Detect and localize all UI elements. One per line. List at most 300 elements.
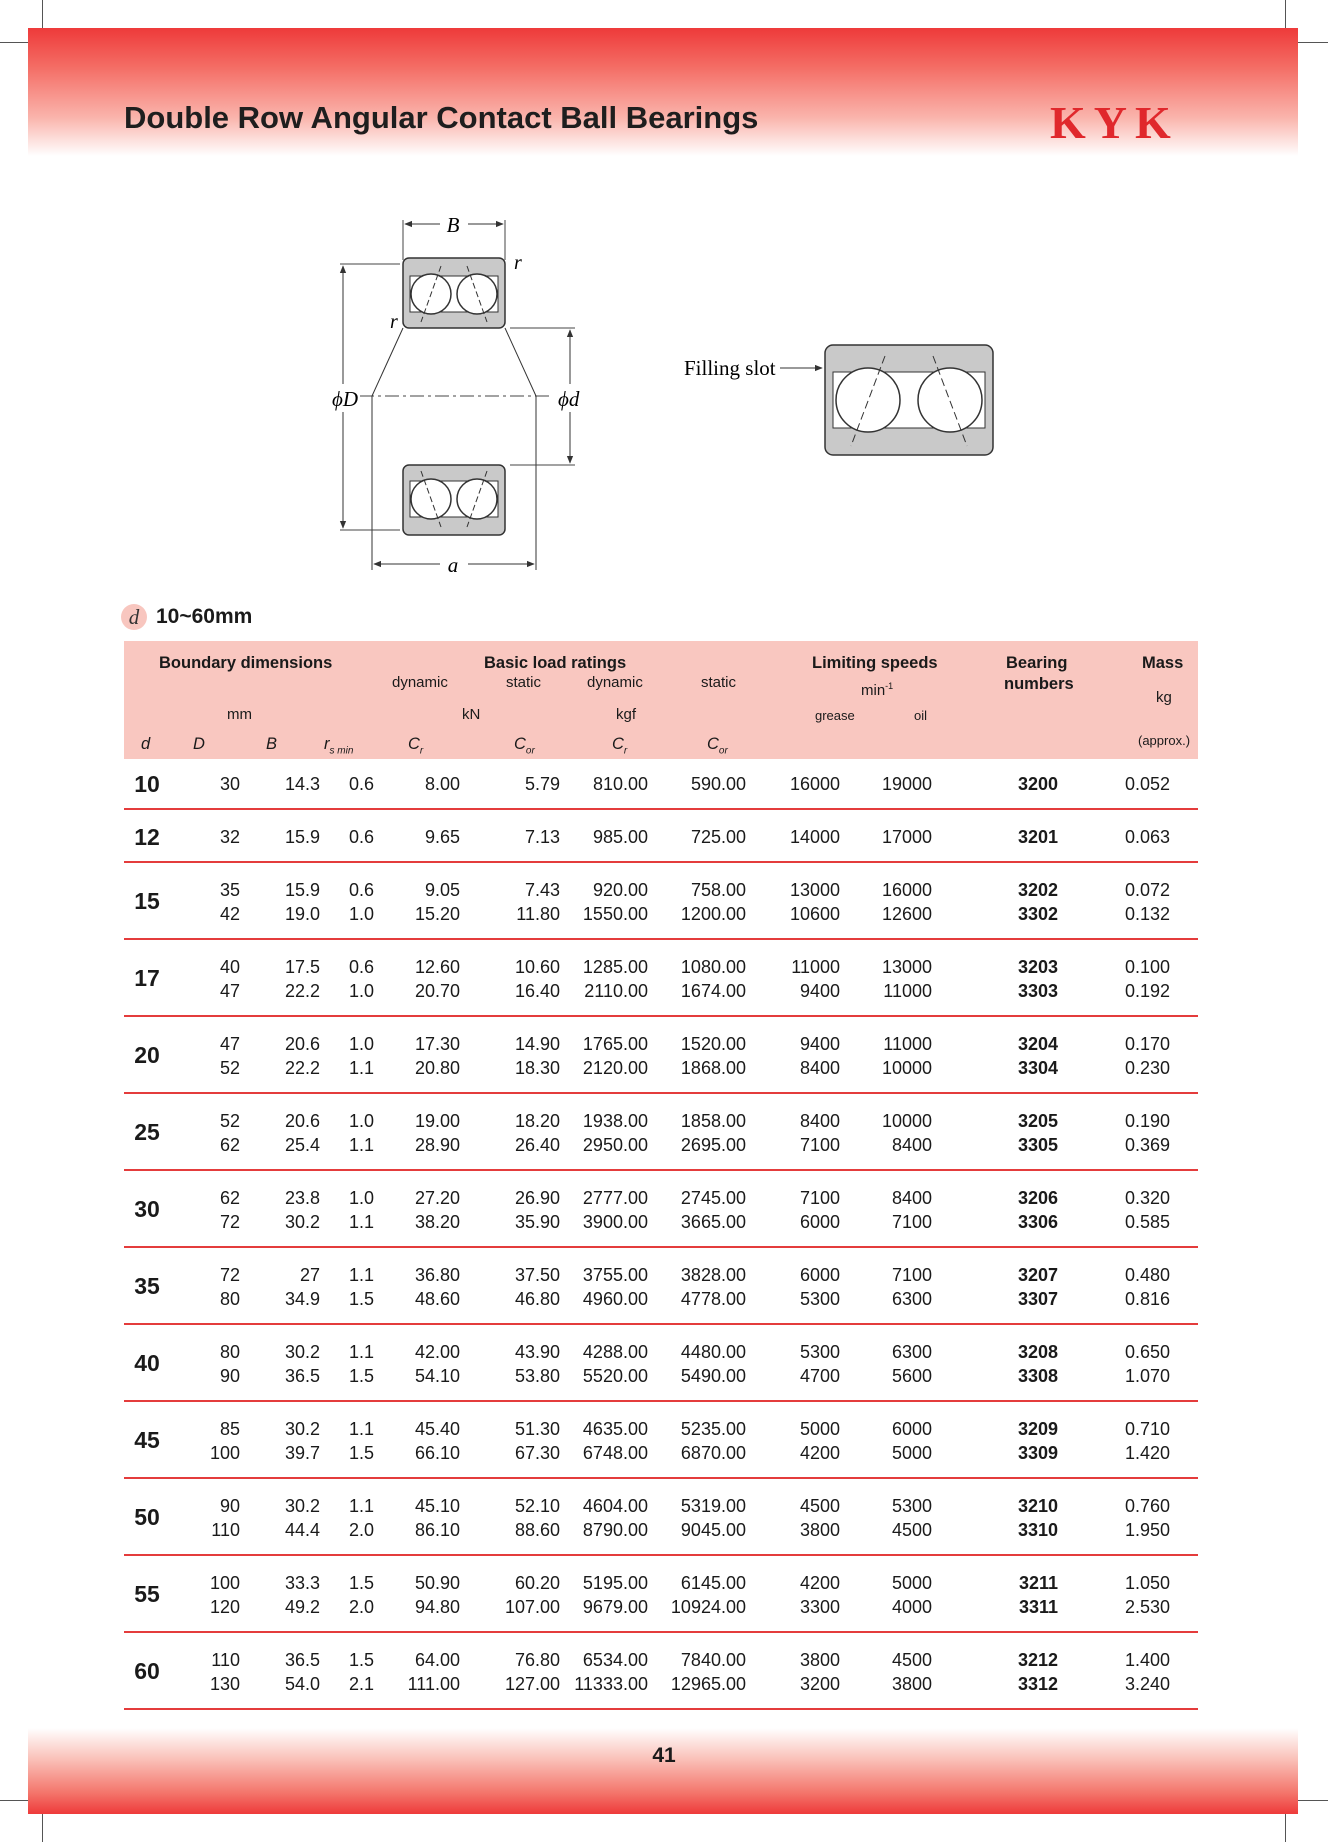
cell-cr-kn: 28.90 xyxy=(414,1135,460,1155)
cell-cor-kgf: 12965.00 xyxy=(670,1674,746,1694)
cell-r: 1.1 xyxy=(348,1135,374,1155)
cell-B: 30.2 xyxy=(284,1496,320,1516)
dim-B-label: B xyxy=(446,213,460,237)
cell-cor-kgf: 590.00 xyxy=(690,774,746,794)
min-unit-text: min xyxy=(861,682,886,699)
bore-diameter: 25 xyxy=(134,1119,160,1145)
cell-bearing-number: 3202 xyxy=(1017,880,1058,900)
table-row xyxy=(124,1188,1198,1212)
bore-diameter: 17 xyxy=(134,965,160,991)
cell-r: 0.6 xyxy=(348,957,374,977)
cell-D: 72 xyxy=(219,1265,240,1285)
bore-diameter: 40 xyxy=(134,1350,160,1376)
cell-cor-kn: 51.30 xyxy=(514,1419,560,1439)
cell-B: 27 xyxy=(299,1265,320,1285)
cell-cor-kn: 26.40 xyxy=(514,1135,560,1155)
table-row xyxy=(124,981,1198,1005)
table-row-group xyxy=(124,1556,1198,1633)
cell-mass: 0.190 xyxy=(1124,1111,1170,1131)
cell-cor-kn: 43.90 xyxy=(514,1342,560,1362)
min-unit-exponent: -1 xyxy=(885,681,894,691)
cell-grease: 8400 xyxy=(799,1111,840,1131)
cell-mass: 1.050 xyxy=(1124,1573,1170,1593)
cell-cor-kgf: 2745.00 xyxy=(680,1188,746,1208)
cell-mass: 0.760 xyxy=(1124,1496,1170,1516)
header-dynamic-kn: dynamic xyxy=(392,674,448,691)
cell-cr-kn: 27.20 xyxy=(414,1188,460,1208)
col-cor-kn-sub: or xyxy=(525,745,535,757)
header-unit-kn: kN xyxy=(462,706,481,723)
cell-D: 62 xyxy=(219,1188,240,1208)
cell-cr-kgf: 3755.00 xyxy=(582,1265,648,1285)
cell-oil: 6300 xyxy=(891,1289,932,1309)
cell-cor-kn: 88.60 xyxy=(514,1520,560,1540)
cell-cor-kn: 18.20 xyxy=(514,1111,560,1131)
cell-oil: 16000 xyxy=(881,880,932,900)
table-row xyxy=(124,957,1198,981)
cell-cr-kn: 64.00 xyxy=(414,1650,460,1670)
cell-oil: 6300 xyxy=(891,1342,932,1362)
cell-r: 2.0 xyxy=(348,1520,374,1540)
cell-B: 54.0 xyxy=(284,1674,320,1694)
cell-cor-kn: 11.80 xyxy=(516,904,560,924)
cell-r: 1.1 xyxy=(348,1212,374,1232)
cell-grease: 5300 xyxy=(799,1342,840,1362)
table-row xyxy=(124,1034,1198,1058)
cell-cr-kn: 66.10 xyxy=(414,1443,460,1463)
cell-bearing-number: 3312 xyxy=(1017,1674,1058,1694)
cell-B: 30.2 xyxy=(284,1212,320,1232)
cell-cr-kgf: 4288.00 xyxy=(582,1342,648,1362)
cell-grease: 4500 xyxy=(799,1496,840,1516)
cell-cor-kgf: 2695.00 xyxy=(680,1135,746,1155)
cell-D: 110 xyxy=(211,1520,240,1540)
cell-D: 47 xyxy=(219,1034,240,1054)
cell-cr-kgf: 2110.00 xyxy=(584,981,648,1001)
cell-B: 15.9 xyxy=(284,880,320,900)
cell-cr-kgf: 6748.00 xyxy=(582,1443,648,1463)
filling-slot-label: Filling slot xyxy=(684,356,776,380)
crop-mark xyxy=(1298,42,1328,43)
cell-cor-kn: 35.90 xyxy=(514,1212,560,1232)
cell-mass: 1.420 xyxy=(1124,1443,1170,1463)
bore-diameter: 30 xyxy=(134,1196,160,1222)
table-row-group xyxy=(124,1479,1198,1556)
cell-oil: 17000 xyxy=(881,827,932,847)
cell-B: 39.7 xyxy=(284,1443,320,1463)
cell-B: 20.6 xyxy=(284,1034,320,1054)
cell-grease: 5000 xyxy=(799,1419,840,1439)
cell-oil: 5600 xyxy=(891,1366,932,1386)
brand-logo: KYK xyxy=(1050,97,1179,148)
cell-B: 36.5 xyxy=(284,1650,320,1670)
bore-diameter: 20 xyxy=(134,1042,160,1068)
cell-mass: 1.400 xyxy=(1124,1650,1170,1670)
col-cr-kn-sub: r xyxy=(419,745,424,757)
cell-B: 20.6 xyxy=(284,1111,320,1131)
cell-r: 0.6 xyxy=(348,827,374,847)
cell-mass: 0.650 xyxy=(1124,1342,1170,1362)
header-boundary-unit: mm xyxy=(227,706,252,723)
table-header xyxy=(124,641,1198,759)
bearing-diagram xyxy=(300,200,1020,580)
cell-D: 40 xyxy=(219,957,240,977)
cell-cor-kn: 107.00 xyxy=(504,1597,560,1617)
cell-oil: 4000 xyxy=(891,1597,932,1617)
bore-diameter: 10 xyxy=(134,771,160,797)
cell-cr-kn: 36.80 xyxy=(414,1265,460,1285)
header-col-d: d xyxy=(141,735,151,753)
cell-oil: 11000 xyxy=(883,1034,932,1054)
header-static-kn: static xyxy=(506,674,542,691)
range-symbol: d xyxy=(121,604,147,630)
cell-D: 52 xyxy=(219,1111,240,1131)
cell-oil: 3800 xyxy=(891,1674,932,1694)
col-cor-kgf-text: C xyxy=(707,735,719,753)
table-row xyxy=(124,1573,1198,1597)
table-row xyxy=(124,904,1198,928)
table-row xyxy=(124,1496,1198,1520)
table-row xyxy=(124,1289,1198,1313)
cell-bearing-number: 3308 xyxy=(1017,1366,1058,1386)
cell-cr-kn: 9.65 xyxy=(424,827,460,847)
cell-r: 0.6 xyxy=(348,774,374,794)
cell-cr-kn: 42.00 xyxy=(414,1342,460,1362)
crop-mark xyxy=(0,42,30,43)
cell-D: 130 xyxy=(209,1674,240,1694)
cell-cor-kgf: 1200.00 xyxy=(680,904,746,924)
range-text: 10~60mm xyxy=(156,605,253,628)
cell-oil: 13000 xyxy=(881,957,932,977)
cell-grease: 11000 xyxy=(791,957,840,977)
cell-mass: 0.072 xyxy=(1124,880,1170,900)
cell-cor-kgf: 758.00 xyxy=(690,880,746,900)
table-row-group xyxy=(124,1171,1198,1248)
cell-mass: 0.100 xyxy=(1124,957,1170,977)
cell-cor-kgf: 6870.00 xyxy=(680,1443,746,1463)
cell-cor-kgf: 4480.00 xyxy=(680,1342,746,1362)
cell-cr-kgf: 5195.00 xyxy=(582,1573,648,1593)
cell-grease: 3200 xyxy=(799,1674,840,1694)
table-row xyxy=(124,1111,1198,1135)
cell-B: 17.5 xyxy=(284,957,320,977)
cell-B: 33.3 xyxy=(284,1573,320,1593)
cell-D: 72 xyxy=(219,1212,240,1232)
cell-r: 1.5 xyxy=(348,1366,374,1386)
cell-oil: 8400 xyxy=(891,1188,932,1208)
col-cr-kn-text: C xyxy=(408,735,420,753)
table-row-group xyxy=(124,1633,1198,1710)
col-r-text: r xyxy=(324,735,330,753)
table-row xyxy=(124,1265,1198,1289)
cell-cr-kn: 17.30 xyxy=(414,1034,460,1054)
cell-D: 35 xyxy=(219,880,240,900)
cell-cor-kgf: 3665.00 xyxy=(680,1212,746,1232)
cell-mass: 0.816 xyxy=(1124,1289,1170,1309)
cell-cr-kn: 45.10 xyxy=(414,1496,460,1516)
header-basic-load: Basic load ratings xyxy=(484,654,627,672)
table-row xyxy=(124,1650,1198,1674)
cell-cr-kn: 38.20 xyxy=(414,1212,460,1232)
col-r-sub: s min xyxy=(329,745,354,757)
crop-mark xyxy=(1298,1800,1328,1801)
table-row-group xyxy=(124,1248,1198,1325)
cell-cor-kgf: 5490.00 xyxy=(680,1366,746,1386)
cell-bearing-number: 3305 xyxy=(1017,1135,1058,1155)
header-boundary: Boundary dimensions xyxy=(159,654,333,672)
cell-grease: 3800 xyxy=(799,1650,840,1670)
cell-D: 100 xyxy=(209,1573,240,1593)
cell-mass: 0.320 xyxy=(1124,1188,1170,1208)
cell-cor-kgf: 3828.00 xyxy=(680,1265,746,1285)
cell-D: 110 xyxy=(211,1650,240,1670)
cell-r: 1.5 xyxy=(348,1443,374,1463)
cell-grease: 7100 xyxy=(799,1135,840,1155)
cell-r: 1.1 xyxy=(348,1265,374,1285)
cell-cr-kn: 94.80 xyxy=(414,1597,460,1617)
header-unit-kgf: kgf xyxy=(616,706,637,723)
cell-grease: 3800 xyxy=(799,1520,840,1540)
cell-cor-kgf: 7840.00 xyxy=(680,1650,746,1670)
cell-mass: 0.710 xyxy=(1124,1419,1170,1439)
bore-range xyxy=(121,604,252,630)
cell-oil: 4500 xyxy=(891,1650,932,1670)
cell-grease: 6000 xyxy=(799,1212,840,1232)
table-row xyxy=(124,1443,1198,1467)
cell-cor-kn: 37.50 xyxy=(514,1265,560,1285)
cell-mass: 2.530 xyxy=(1124,1597,1170,1617)
cell-B: 49.2 xyxy=(284,1597,320,1617)
cell-B: 15.9 xyxy=(284,827,320,847)
cell-r: 1.5 xyxy=(348,1573,374,1593)
table-row-group xyxy=(124,1017,1198,1094)
cell-r: 1.0 xyxy=(348,981,374,1001)
cell-grease: 10600 xyxy=(789,904,840,924)
cell-B: 34.9 xyxy=(284,1289,320,1309)
cell-cor-kn: 53.80 xyxy=(514,1366,560,1386)
header-col-cor-kn xyxy=(514,735,535,756)
cell-cor-kn: 60.20 xyxy=(514,1573,560,1593)
cell-cr-kn: 8.00 xyxy=(424,774,460,794)
cell-grease: 14000 xyxy=(789,827,840,847)
cell-cr-kgf: 4960.00 xyxy=(582,1289,648,1309)
cell-r: 1.5 xyxy=(348,1650,374,1670)
cell-D: 47 xyxy=(219,981,240,1001)
table-row xyxy=(124,1419,1198,1443)
cell-D: 80 xyxy=(219,1289,240,1309)
cell-mass: 0.369 xyxy=(1124,1135,1170,1155)
header-grease: grease xyxy=(815,708,855,723)
cell-mass: 0.132 xyxy=(1124,904,1170,924)
footer-band xyxy=(28,1728,1298,1814)
cell-cor-kn: 5.79 xyxy=(524,774,560,794)
header-numbers: numbers xyxy=(1004,675,1074,693)
cell-oil: 10000 xyxy=(881,1111,932,1131)
cell-D: 90 xyxy=(219,1496,240,1516)
cell-oil: 8400 xyxy=(891,1135,932,1155)
cell-oil: 4500 xyxy=(891,1520,932,1540)
cell-cr-kn: 48.60 xyxy=(414,1289,460,1309)
header-dynamic-kgf: dynamic xyxy=(587,674,643,691)
cell-mass: 0.585 xyxy=(1124,1212,1170,1232)
cell-D: 80 xyxy=(219,1342,240,1362)
table-row-group xyxy=(124,863,1198,940)
cell-oil: 12600 xyxy=(881,904,932,924)
cell-D: 42 xyxy=(219,904,240,924)
cell-r: 1.0 xyxy=(348,1111,374,1131)
cell-D: 85 xyxy=(219,1419,240,1439)
cell-r: 1.1 xyxy=(348,1342,374,1362)
cell-bearing-number: 3303 xyxy=(1017,981,1058,1001)
cell-r: 1.0 xyxy=(348,1188,374,1208)
cell-cr-kgf: 810.00 xyxy=(592,774,648,794)
table-row xyxy=(124,1366,1198,1390)
cell-B: 44.4 xyxy=(284,1520,320,1540)
cell-cor-kn: 76.80 xyxy=(514,1650,560,1670)
cell-r: 2.0 xyxy=(348,1597,374,1617)
col-cr-kgf-text: C xyxy=(612,735,624,753)
cell-cr-kgf: 985.00 xyxy=(592,827,648,847)
cell-mass: 3.240 xyxy=(1124,1674,1170,1694)
cell-r: 1.5 xyxy=(348,1289,374,1309)
cell-bearing-number: 3210 xyxy=(1017,1496,1058,1516)
cell-grease: 13000 xyxy=(789,880,840,900)
cell-bearing-number: 3207 xyxy=(1017,1265,1058,1285)
cell-D: 52 xyxy=(219,1058,240,1078)
cell-cor-kgf: 5235.00 xyxy=(680,1419,746,1439)
cell-cr-kgf: 1765.00 xyxy=(582,1034,648,1054)
crop-mark xyxy=(1285,1812,1286,1842)
table-row xyxy=(124,1058,1198,1082)
cell-cor-kgf: 9045.00 xyxy=(680,1520,746,1540)
cell-cr-kgf: 1285.00 xyxy=(582,957,648,977)
cell-cor-kn: 52.10 xyxy=(514,1496,560,1516)
dim-D-label: ϕD xyxy=(332,387,359,411)
cell-mass: 1.070 xyxy=(1124,1366,1170,1386)
table-row-group xyxy=(124,1325,1198,1402)
cell-cr-kgf: 920.00 xyxy=(592,880,648,900)
col-cor-kgf-sub: or xyxy=(718,745,728,757)
cell-grease: 8400 xyxy=(799,1058,840,1078)
cell-oil: 10000 xyxy=(881,1058,932,1078)
cell-cor-kn: 127.00 xyxy=(504,1674,560,1694)
bore-diameter: 55 xyxy=(134,1581,160,1607)
dim-r-top-label: r xyxy=(514,252,522,274)
cell-cor-kgf: 4778.00 xyxy=(680,1289,746,1309)
col-cr-kgf-sub: r xyxy=(623,745,628,757)
cell-bearing-number: 3302 xyxy=(1017,904,1058,924)
cell-cor-kn: 7.43 xyxy=(524,880,560,900)
cell-r: 1.1 xyxy=(348,1496,374,1516)
cell-cor-kgf: 1868.00 xyxy=(680,1058,746,1078)
cell-B: 14.3 xyxy=(284,774,320,794)
cell-grease: 9400 xyxy=(799,1034,840,1054)
bore-diameter: 15 xyxy=(134,888,160,914)
cell-oil: 7100 xyxy=(891,1265,932,1285)
header-col-r xyxy=(324,735,353,756)
cell-cr-kn: 12.60 xyxy=(414,957,460,977)
page-title: Double Row Angular Contact Ball Bearings xyxy=(124,100,759,135)
cell-cor-kgf: 1674.00 xyxy=(680,981,746,1001)
header-limiting-speeds: Limiting speeds xyxy=(812,654,938,672)
cell-oil: 5300 xyxy=(891,1496,932,1516)
cell-cr-kn: 9.05 xyxy=(424,880,460,900)
cell-oil: 7100 xyxy=(891,1212,932,1232)
cell-cor-kn: 26.90 xyxy=(514,1188,560,1208)
cell-cr-kgf: 2777.00 xyxy=(582,1188,648,1208)
cell-cr-kn: 50.90 xyxy=(414,1573,460,1593)
cell-B: 36.5 xyxy=(284,1366,320,1386)
header-col-D: D xyxy=(193,735,205,753)
table-row xyxy=(124,1342,1198,1366)
cell-cr-kgf: 4635.00 xyxy=(582,1419,648,1439)
cell-cr-kn: 20.70 xyxy=(414,981,460,1001)
cell-r: 1.1 xyxy=(348,1419,374,1439)
cell-bearing-number: 3310 xyxy=(1017,1520,1058,1540)
dim-a-label: a xyxy=(447,553,459,577)
cell-cr-kn: 19.00 xyxy=(414,1111,460,1131)
cell-bearing-number: 3211 xyxy=(1018,1573,1058,1593)
cell-cor-kgf: 1080.00 xyxy=(680,957,746,977)
cell-bearing-number: 3206 xyxy=(1017,1188,1058,1208)
cell-cor-kn: 46.80 xyxy=(514,1289,560,1309)
header-col-B: B xyxy=(266,735,278,753)
cell-B: 22.2 xyxy=(284,1058,320,1078)
cell-bearing-number: 3209 xyxy=(1017,1419,1058,1439)
cell-mass: 0.192 xyxy=(1124,981,1170,1001)
bore-diameter: 60 xyxy=(134,1658,160,1684)
cell-cr-kn: 45.40 xyxy=(414,1419,460,1439)
cell-cor-kgf: 1858.00 xyxy=(680,1111,746,1131)
cell-cor-kn: 7.13 xyxy=(524,827,560,847)
cell-cor-kn: 16.40 xyxy=(514,981,560,1001)
cell-cr-kgf: 2950.00 xyxy=(582,1135,648,1155)
cell-D: 30 xyxy=(219,774,240,794)
bore-diameter: 35 xyxy=(134,1273,160,1299)
header-mass-unit: kg xyxy=(1156,689,1172,706)
page-number: 41 xyxy=(652,1744,676,1767)
cell-cor-kgf: 725.00 xyxy=(690,827,746,847)
cell-cor-kgf: 10924.00 xyxy=(670,1597,746,1617)
cell-cr-kgf: 11333.00 xyxy=(574,1674,648,1694)
cell-grease: 3300 xyxy=(799,1597,840,1617)
cell-cr-kn: 20.80 xyxy=(414,1058,460,1078)
cell-cor-kn: 14.90 xyxy=(514,1034,560,1054)
crop-mark xyxy=(1285,0,1286,30)
cell-cr-kgf: 8790.00 xyxy=(582,1520,648,1540)
cell-cr-kn: 54.10 xyxy=(414,1366,460,1386)
cell-grease: 5300 xyxy=(799,1289,840,1309)
crop-mark xyxy=(42,1812,43,1842)
cell-grease: 4200 xyxy=(799,1573,840,1593)
cell-mass: 0.063 xyxy=(1124,827,1170,847)
cell-grease: 4700 xyxy=(799,1366,840,1386)
bore-diameter: 45 xyxy=(134,1427,160,1453)
header-col-cor-kgf xyxy=(707,735,728,756)
table-row-group xyxy=(124,1402,1198,1479)
cell-r: 1.1 xyxy=(348,1058,374,1078)
table-row-group xyxy=(124,759,1198,810)
cell-r: 0.6 xyxy=(348,880,374,900)
table-row xyxy=(124,1212,1198,1236)
bore-diameter: 50 xyxy=(134,1504,160,1530)
cell-r: 1.0 xyxy=(348,904,374,924)
cell-cor-kgf: 5319.00 xyxy=(680,1496,746,1516)
cell-grease: 7100 xyxy=(799,1188,840,1208)
header-bearing: Bearing xyxy=(1006,654,1068,672)
dim-d-label: ϕd xyxy=(558,387,580,411)
cell-D: 120 xyxy=(209,1597,240,1617)
